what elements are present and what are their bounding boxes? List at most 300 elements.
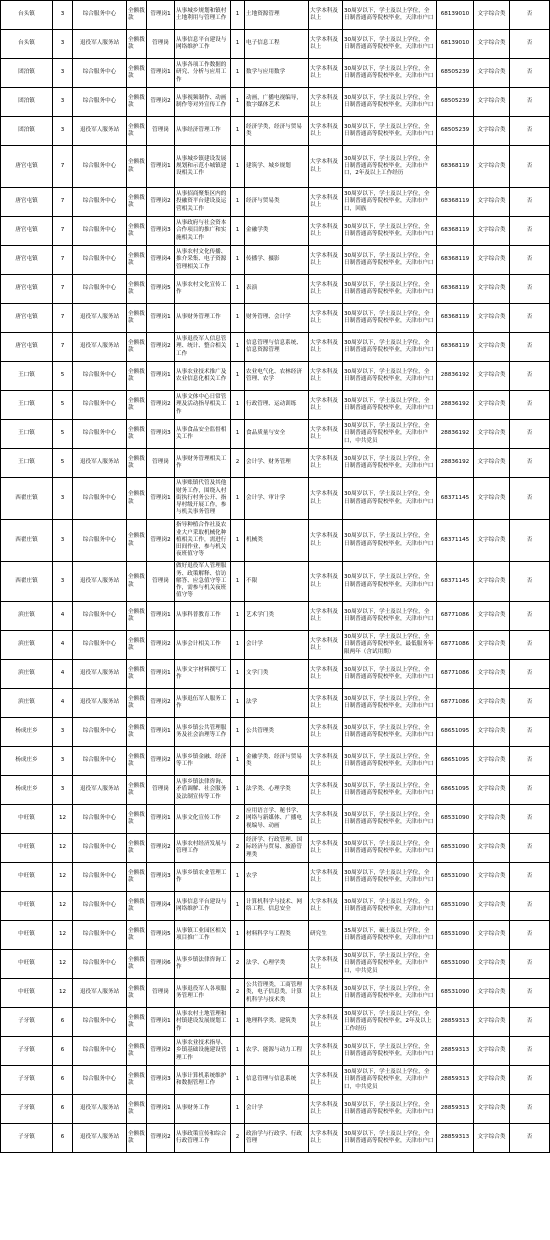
cell-exam-type: 文字综合类 <box>474 304 510 333</box>
cell-unit: 综合服务中心 <box>73 88 127 117</box>
cell-flag: 否 <box>510 689 550 718</box>
cell-post: 管理岗1 <box>147 1 175 30</box>
cell-total: 3 <box>53 117 73 146</box>
cell-major: 经济学类，经济与贸易类 <box>245 117 309 146</box>
cell-phone: 68531090 <box>437 863 474 892</box>
table-row <box>1 420 550 449</box>
cell-conditions: 30周岁以下，学士及以上学位，全日制普通高等院校毕业，天津市户口 <box>343 246 437 275</box>
cell-exam-type: 文字综合类 <box>474 246 510 275</box>
cell-conditions: 30周岁以下，学士及以上学位，全日制普通高等院校毕业，天津市户口 <box>343 562 437 602</box>
cell-major: 计算机科学与技术、网络工程、信息安全 <box>245 892 309 921</box>
cell-conditions: 30周岁以下，学士及以上学位，全日制普通高等院校毕业，天津市户口 <box>343 88 437 117</box>
cell-funding-type: 全额拨款 <box>127 602 147 631</box>
cell-count: 2 <box>231 834 245 863</box>
cell-total: 12 <box>53 863 73 892</box>
cell-total: 12 <box>53 979 73 1008</box>
cell-unit: 综合服务中心 <box>73 602 127 631</box>
cell-town: 唐官屯镇 <box>1 304 53 333</box>
cell-description: 从事农村文化宣传工作 <box>175 275 231 304</box>
cell-education: 大学本科及以上 <box>309 333 343 362</box>
cell-major: 食品质量与安全 <box>245 420 309 449</box>
cell-phone: 68531090 <box>437 921 474 950</box>
cell-count: 1 <box>231 275 245 304</box>
cell-major: 土地资源管理 <box>245 1 309 30</box>
cell-flag: 否 <box>510 478 550 520</box>
cell-unit: 退役军人服务站 <box>73 1124 127 1153</box>
cell-town: 王口镇 <box>1 449 53 478</box>
cell-town: 子牙镇 <box>1 1066 53 1095</box>
cell-town: 王口镇 <box>1 391 53 420</box>
cell-unit: 综合服务中心 <box>73 1 127 30</box>
table-row <box>1 776 550 805</box>
cell-description: 从事各项工作数据的研究、分析与应用工作 <box>175 59 231 88</box>
cell-exam-type: 文字综合类 <box>474 420 510 449</box>
cell-description: 从事农业技术推广及农业信息化相关工作 <box>175 362 231 391</box>
cell-count: 1 <box>231 117 245 146</box>
cell-description: 从事退伍军人服务工作 <box>175 689 231 718</box>
cell-unit: 综合服务中心 <box>73 631 127 660</box>
cell-conditions: 30周岁以下，学士及以上学位，全日制普通高等院校毕业，天津市户口，中共党员 <box>343 950 437 979</box>
cell-flag: 否 <box>510 449 550 478</box>
cell-unit: 综合服务中心 <box>73 892 127 921</box>
table-row <box>1 950 550 979</box>
cell-count: 1 <box>231 391 245 420</box>
cell-total: 3 <box>53 59 73 88</box>
cell-town: 西翟庄镇 <box>1 478 53 520</box>
cell-major: 艺术学门类 <box>245 602 309 631</box>
cell-education: 大学本科及以上 <box>309 834 343 863</box>
cell-major: 应用语言学、秘书学、网络与新媒体、广播电视编导、动画 <box>245 805 309 834</box>
cell-unit: 退役军人服务站 <box>73 562 127 602</box>
cell-exam-type: 文字综合类 <box>474 950 510 979</box>
cell-total: 6 <box>53 1037 73 1066</box>
table-row <box>1 834 550 863</box>
table-row <box>1 1124 550 1153</box>
cell-flag: 否 <box>510 59 550 88</box>
cell-flag: 否 <box>510 1095 550 1124</box>
cell-conditions: 30周岁以下，学士及以上学位，全日制普通高等院校毕业，天津市户口 <box>343 217 437 246</box>
cell-post: 管理岗1 <box>147 146 175 188</box>
cell-education: 大学本科及以上 <box>309 59 343 88</box>
cell-flag: 否 <box>510 1037 550 1066</box>
cell-funding-type: 全额拨款 <box>127 478 147 520</box>
cell-flag: 否 <box>510 146 550 188</box>
cell-post: 管理岗4 <box>147 892 175 921</box>
cell-flag: 否 <box>510 275 550 304</box>
cell-town: 团泊镇 <box>1 117 53 146</box>
cell-exam-type: 文字综合类 <box>474 1095 510 1124</box>
cell-phone: 68368119 <box>437 217 474 246</box>
cell-conditions: 30周岁以下，学士及以上学位，全日制普通高等院校毕业，天津市户口 <box>343 805 437 834</box>
cell-education: 大学本科及以上 <box>309 188 343 217</box>
cell-flag: 否 <box>510 117 550 146</box>
cell-count: 1 <box>231 562 245 602</box>
cell-description: 从事农村文化传播、推介采集、电子资源管理相关工作 <box>175 246 231 275</box>
cell-major: 公共管理类 <box>245 718 309 747</box>
cell-town: 杨成庄乡 <box>1 718 53 747</box>
cell-count: 1 <box>231 304 245 333</box>
cell-conditions: 30周岁以下，学士及以上学位，全日制普通高等院校毕业，天津市户口 <box>343 30 437 59</box>
cell-total: 3 <box>53 747 73 776</box>
cell-unit: 退役军人服务站 <box>73 979 127 1008</box>
cell-total: 7 <box>53 246 73 275</box>
cell-exam-type: 文字综合类 <box>474 1066 510 1095</box>
cell-education: 大学本科及以上 <box>309 950 343 979</box>
cell-count: 1 <box>231 718 245 747</box>
cell-phone: 68651095 <box>437 776 474 805</box>
cell-post: 管理岗1 <box>147 718 175 747</box>
table-row <box>1 59 550 88</box>
cell-funding-type: 全额拨款 <box>127 747 147 776</box>
cell-conditions: 30周岁以下，学士及以上学位，全日制普通高等院校毕业，最低服务年限两年（含试用期） <box>343 631 437 660</box>
cell-flag: 否 <box>510 805 550 834</box>
cell-exam-type: 文字综合类 <box>474 391 510 420</box>
cell-description: 从事乡镇法律咨询工作 <box>175 950 231 979</box>
table-row <box>1 391 550 420</box>
cell-description: 从事视频制作、动画制作等对外宣传工作 <box>175 88 231 117</box>
cell-education: 大学本科及以上 <box>309 246 343 275</box>
cell-unit: 退役军人服务站 <box>73 1095 127 1124</box>
cell-town: 团泊镇 <box>1 88 53 117</box>
cell-conditions: 30周岁以下，学士及以上学位，全日制普通高等院校毕业，天津市户口 <box>343 892 437 921</box>
cell-funding-type: 全额拨款 <box>127 1 147 30</box>
cell-post: 管理岗3 <box>147 217 175 246</box>
cell-conditions: 30周岁以下，学士及以上学位，全日制普通高等院校毕业，天津市户口 <box>343 391 437 420</box>
cell-description: 从事镇工业园区相关项目推广工作 <box>175 921 231 950</box>
cell-total: 3 <box>53 520 73 562</box>
cell-education: 大学本科及以上 <box>309 362 343 391</box>
cell-phone: 68371145 <box>437 478 474 520</box>
cell-unit: 综合服务中心 <box>73 863 127 892</box>
cell-phone: 68771086 <box>437 660 474 689</box>
cell-description: 从事退役军人各项服务管理工作 <box>175 979 231 1008</box>
cell-total: 6 <box>53 1008 73 1037</box>
cell-phone: 68368119 <box>437 275 474 304</box>
cell-major: 不限 <box>245 562 309 602</box>
cell-phone: 28836192 <box>437 449 474 478</box>
cell-major: 会计学 <box>245 1095 309 1124</box>
cell-funding-type: 全额拨款 <box>127 1124 147 1153</box>
cell-phone: 68771086 <box>437 631 474 660</box>
cell-count: 1 <box>231 921 245 950</box>
cell-major: 文学门类 <box>245 660 309 689</box>
cell-description: 从事农业技术指导、乡镇基础设施建设管理工作 <box>175 1037 231 1066</box>
cell-education: 大学本科及以上 <box>309 30 343 59</box>
cell-funding-type: 全额拨款 <box>127 979 147 1008</box>
cell-exam-type: 文字综合类 <box>474 117 510 146</box>
cell-funding-type: 全额拨款 <box>127 217 147 246</box>
cell-flag: 否 <box>510 747 550 776</box>
cell-phone: 28859313 <box>437 1008 474 1037</box>
cell-description: 从事账镇代管及其他财务工作，围绕入村街执行村务公开、指导村级开展工作，参与机关事务管理 <box>175 478 231 520</box>
cell-funding-type: 全额拨款 <box>127 420 147 449</box>
cell-conditions: 30周岁以下，学士及以上学位，全日制普通高等院校毕业，天津市户口，中共党员 <box>343 420 437 449</box>
cell-total: 12 <box>53 892 73 921</box>
cell-major: 信息管理与信息系统、信息资源管理 <box>245 333 309 362</box>
cell-exam-type: 文字综合类 <box>474 188 510 217</box>
cell-funding-type: 全额拨款 <box>127 391 147 420</box>
cell-flag: 否 <box>510 718 550 747</box>
cell-education: 大学本科及以上 <box>309 420 343 449</box>
cell-count: 2 <box>231 950 245 979</box>
cell-flag: 否 <box>510 391 550 420</box>
cell-education: 大学本科及以上 <box>309 1 343 30</box>
cell-phone: 68371145 <box>437 520 474 562</box>
cell-count: 2 <box>231 979 245 1008</box>
cell-town: 子牙镇 <box>1 1095 53 1124</box>
table-row <box>1 1 550 30</box>
cell-education: 大学本科及以上 <box>309 1066 343 1095</box>
cell-unit: 综合服务中心 <box>73 718 127 747</box>
cell-post: 管理岗 <box>147 562 175 602</box>
cell-town: 滨庄镇 <box>1 631 53 660</box>
cell-education: 大学本科及以上 <box>309 1124 343 1153</box>
table-row <box>1 631 550 660</box>
cell-total: 4 <box>53 689 73 718</box>
cell-unit: 退役军人服务站 <box>73 689 127 718</box>
cell-flag: 否 <box>510 660 550 689</box>
cell-count: 1 <box>231 747 245 776</box>
cell-unit: 退役军人服务站 <box>73 304 127 333</box>
cell-post: 管理岗1 <box>147 362 175 391</box>
cell-unit: 综合服务中心 <box>73 391 127 420</box>
cell-exam-type: 文字综合类 <box>474 333 510 362</box>
cell-post: 管理岗 <box>147 979 175 1008</box>
cell-post: 管理岗2 <box>147 689 175 718</box>
cell-conditions: 30周岁以下，学士及以上学位，全日制普通高等院校毕业，天津市户口 <box>343 747 437 776</box>
cell-education: 大学本科及以上 <box>309 562 343 602</box>
cell-major: 数学与应用数学 <box>245 59 309 88</box>
cell-conditions: 30周岁以下，学士及以上学位，全日制普通高等院校毕业，天津市户口 <box>343 478 437 520</box>
cell-funding-type: 全额拨款 <box>127 117 147 146</box>
table-row <box>1 562 550 602</box>
cell-total: 5 <box>53 420 73 449</box>
cell-count: 1 <box>231 776 245 805</box>
cell-exam-type: 文字综合类 <box>474 217 510 246</box>
cell-description: 从事农村经济发展与管理工作 <box>175 834 231 863</box>
cell-count: 1 <box>231 1 245 30</box>
table-row <box>1 921 550 950</box>
cell-flag: 否 <box>510 834 550 863</box>
cell-description: 指导种植合作社及农业大户采取机械化种植相关工作，需进行田间作业，参与机关夜班值守等 <box>175 520 231 562</box>
cell-post: 管理岗3 <box>147 420 175 449</box>
cell-funding-type: 全额拨款 <box>127 689 147 718</box>
cell-post: 管理岗2 <box>147 520 175 562</box>
cell-description: 从事城乡镇建设发展规划和示范小城镇建设相关工作 <box>175 146 231 188</box>
cell-flag: 否 <box>510 1 550 30</box>
cell-exam-type: 文字综合类 <box>474 1 510 30</box>
cell-education: 大学本科及以上 <box>309 1037 343 1066</box>
cell-education: 大学本科及以上 <box>309 805 343 834</box>
cell-post: 管理岗6 <box>147 950 175 979</box>
cell-flag: 否 <box>510 30 550 59</box>
cell-total: 12 <box>53 834 73 863</box>
cell-flag: 否 <box>510 950 550 979</box>
table-row <box>1 333 550 362</box>
cell-flag: 否 <box>510 217 550 246</box>
cell-town: 唐官屯镇 <box>1 188 53 217</box>
cell-exam-type: 文字综合类 <box>474 689 510 718</box>
cell-flag: 否 <box>510 602 550 631</box>
cell-education: 大学本科及以上 <box>309 660 343 689</box>
cell-exam-type: 文字综合类 <box>474 146 510 188</box>
cell-unit: 退役军人服务站 <box>73 333 127 362</box>
cell-phone: 28836192 <box>437 362 474 391</box>
cell-count: 1 <box>231 520 245 562</box>
cell-major: 行政管理、运动训练 <box>245 391 309 420</box>
cell-unit: 综合服务中心 <box>73 420 127 449</box>
cell-total: 3 <box>53 776 73 805</box>
cell-phone: 68368119 <box>437 146 474 188</box>
table-row <box>1 979 550 1008</box>
cell-post: 管理岗1 <box>147 660 175 689</box>
cell-post: 管理岗2 <box>147 188 175 217</box>
cell-exam-type: 文字综合类 <box>474 718 510 747</box>
cell-flag: 否 <box>510 631 550 660</box>
cell-post: 管理岗4 <box>147 246 175 275</box>
cell-conditions: 30周岁以下，学士及以上学位，全日制普通高等院校毕业，天津市户口 <box>343 689 437 718</box>
cell-description: 从事计算机系统维护和数据管理工作 <box>175 1066 231 1095</box>
cell-post: 管理岗2 <box>147 88 175 117</box>
cell-town: 唐官屯镇 <box>1 146 53 188</box>
cell-funding-type: 全额拨款 <box>127 776 147 805</box>
cell-description: 从事财务管理相关工作 <box>175 449 231 478</box>
cell-conditions: 30周岁以下，学士及以上学位，全日制普通高等院校毕业，天津市户口 <box>343 275 437 304</box>
cell-count: 1 <box>231 892 245 921</box>
cell-count: 1 <box>231 863 245 892</box>
cell-count: 1 <box>231 602 245 631</box>
cell-conditions: 30周岁以下，学士及以上学位，全日制普通高等院校毕业，2年及以上工作经历 <box>343 1008 437 1037</box>
cell-education: 大学本科及以上 <box>309 146 343 188</box>
cell-funding-type: 全额拨款 <box>127 921 147 950</box>
cell-town: 子牙镇 <box>1 1037 53 1066</box>
table-row <box>1 146 550 188</box>
cell-town: 唐官屯镇 <box>1 275 53 304</box>
cell-count: 1 <box>231 217 245 246</box>
cell-flag: 否 <box>510 1066 550 1095</box>
cell-education: 大学本科及以上 <box>309 304 343 333</box>
cell-count: 1 <box>231 88 245 117</box>
cell-phone: 68531090 <box>437 805 474 834</box>
cell-count: 1 <box>231 246 245 275</box>
cell-unit: 综合服务中心 <box>73 362 127 391</box>
cell-town: 滨庄镇 <box>1 602 53 631</box>
cell-phone: 28836192 <box>437 391 474 420</box>
cell-count: 1 <box>231 146 245 188</box>
cell-funding-type: 全额拨款 <box>127 660 147 689</box>
cell-exam-type: 文字综合类 <box>474 449 510 478</box>
cell-unit: 综合服务中心 <box>73 217 127 246</box>
cell-description: 从事财务工作 <box>175 1095 231 1124</box>
cell-flag: 否 <box>510 520 550 562</box>
cell-unit: 综合服务中心 <box>73 478 127 520</box>
cell-conditions: 30周岁以下，学士及以上学位，全日制普通高等院校毕业，天津市户口，回族 <box>343 188 437 217</box>
cell-unit: 综合服务中心 <box>73 146 127 188</box>
table-row <box>1 1066 550 1095</box>
cell-phone: 68771086 <box>437 602 474 631</box>
cell-count: 1 <box>231 631 245 660</box>
cell-major: 动画，广播电视编导，数字媒体艺术 <box>245 88 309 117</box>
cell-total: 7 <box>53 146 73 188</box>
cell-phone: 68368119 <box>437 188 474 217</box>
cell-phone: 28859313 <box>437 1037 474 1066</box>
cell-conditions: 30周岁以下，学士及以上学位，全日制普通高等院校毕业，天津市户口 <box>343 718 437 747</box>
cell-funding-type: 全额拨款 <box>127 362 147 391</box>
cell-major: 财务管理、会计学 <box>245 304 309 333</box>
cell-major: 材料科学与工程类 <box>245 921 309 950</box>
cell-education: 大学本科及以上 <box>309 88 343 117</box>
cell-unit: 综合服务中心 <box>73 1037 127 1066</box>
table-row <box>1 1008 550 1037</box>
cell-major: 法学、心理学类 <box>245 950 309 979</box>
cell-funding-type: 全额拨款 <box>127 275 147 304</box>
cell-post: 管理岗5 <box>147 921 175 950</box>
cell-education: 研究生 <box>309 921 343 950</box>
cell-town: 滨庄镇 <box>1 660 53 689</box>
cell-unit: 退役军人服务站 <box>73 449 127 478</box>
cell-total: 12 <box>53 950 73 979</box>
cell-post: 管理岗1 <box>147 478 175 520</box>
cell-education: 大学本科及以上 <box>309 718 343 747</box>
cell-town: 杨成庄乡 <box>1 747 53 776</box>
table-row <box>1 246 550 275</box>
cell-major: 公共管理类，工商管理类，电子信息类，计算机科学与技术类 <box>245 979 309 1008</box>
cell-funding-type: 全额拨款 <box>127 520 147 562</box>
cell-description: 从事信息平台建设与网络维护工作 <box>175 30 231 59</box>
cell-unit: 综合服务中心 <box>73 59 127 88</box>
cell-major: 传播学、摄影 <box>245 246 309 275</box>
cell-total: 6 <box>53 1066 73 1095</box>
cell-total: 7 <box>53 217 73 246</box>
cell-major: 金融学类、经济与贸易类 <box>245 747 309 776</box>
cell-description: 从事政策宣传和综合行政管理工作 <box>175 1124 231 1153</box>
cell-post: 管理岗1 <box>147 1095 175 1124</box>
cell-phone: 68771086 <box>437 689 474 718</box>
cell-exam-type: 文字综合类 <box>474 979 510 1008</box>
cell-count: 1 <box>231 1008 245 1037</box>
cell-exam-type: 文字综合类 <box>474 88 510 117</box>
cell-town: 中旺镇 <box>1 950 53 979</box>
cell-funding-type: 全额拨款 <box>127 333 147 362</box>
cell-conditions: 30周岁以下，学士及以上学位，全日制普通高等院校毕业，天津市户口 <box>343 834 437 863</box>
cell-description: 从事退役军人信息管理、统计、整合相关工作 <box>175 333 231 362</box>
table-row <box>1 478 550 520</box>
cell-exam-type: 文字综合类 <box>474 747 510 776</box>
cell-post: 管理岗 <box>147 449 175 478</box>
cell-flag: 否 <box>510 921 550 950</box>
cell-count: 1 <box>231 188 245 217</box>
cell-flag: 否 <box>510 362 550 391</box>
cell-funding-type: 全额拨款 <box>127 449 147 478</box>
cell-exam-type: 文字综合类 <box>474 892 510 921</box>
table-row <box>1 188 550 217</box>
table-row <box>1 1037 550 1066</box>
cell-post: 管理岗 <box>147 776 175 805</box>
cell-count: 1 <box>231 333 245 362</box>
cell-phone: 68531090 <box>437 834 474 863</box>
cell-exam-type: 文字综合类 <box>474 1008 510 1037</box>
cell-total: 7 <box>53 304 73 333</box>
table-row <box>1 217 550 246</box>
cell-phone: 68368119 <box>437 304 474 333</box>
cell-major: 地理科学类、建筑类 <box>245 1008 309 1037</box>
cell-funding-type: 全额拨款 <box>127 1095 147 1124</box>
cell-phone: 68531090 <box>437 892 474 921</box>
cell-major: 农学、能源与动力工程 <box>245 1037 309 1066</box>
cell-funding-type: 全额拨款 <box>127 246 147 275</box>
cell-total: 3 <box>53 562 73 602</box>
cell-town: 杨成庄乡 <box>1 776 53 805</box>
